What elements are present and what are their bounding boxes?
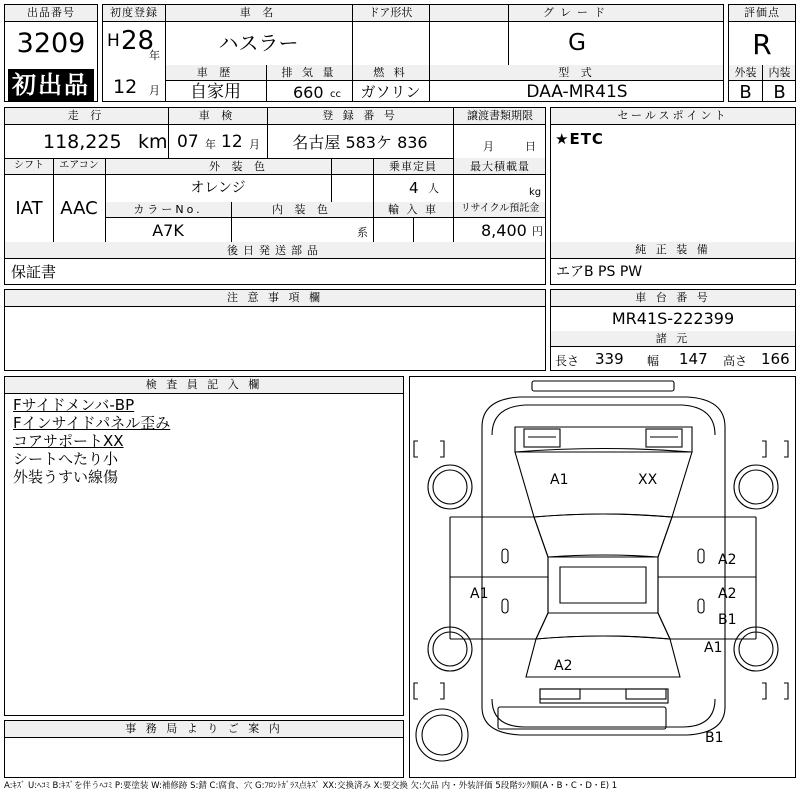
capacity-label: 乗車定員	[389, 160, 437, 173]
car-name: ハスラー	[218, 31, 299, 55]
sales-points-label: セールスポイント	[551, 108, 795, 125]
displacement: 660	[293, 83, 324, 102]
overall-score: R	[752, 28, 772, 61]
fuel-label: 燃 料	[373, 66, 408, 79]
ac-label: エアコン	[59, 160, 99, 171]
later-parts: 保証書	[11, 263, 57, 281]
int-score-label: 内装	[768, 66, 791, 79]
sales-points-box	[550, 107, 796, 285]
chassis-box	[550, 289, 796, 371]
recycle-label: リサイクル預託金	[460, 203, 540, 214]
model-label: 型 式	[558, 66, 596, 79]
chassis-label: 車 台 番 号	[551, 290, 795, 307]
inspector-note-3: コアサポートXX	[13, 432, 124, 450]
later-parts-label: 後日発送部品	[227, 244, 323, 257]
damage-mark-rear-bumper: B1	[705, 730, 724, 746]
damage-mark-right-front-door: A2	[718, 552, 737, 568]
shift: IAT	[15, 198, 43, 219]
damage-mark-left-rear-door: A1	[470, 586, 489, 602]
genuine-equipment-label: 純 正 装 備	[551, 242, 795, 259]
car-name-label: 車 名	[239, 6, 278, 19]
color-code: A7K	[152, 221, 184, 240]
lot-number-label: 出品番号	[5, 5, 97, 22]
plate-label: 登 録 番 号	[322, 109, 398, 122]
reg-month: 12	[113, 76, 138, 98]
capacity: 4	[409, 179, 419, 197]
height: 166	[761, 350, 790, 368]
air-conditioner: AAC	[60, 198, 98, 219]
height-label: 高さ	[723, 354, 748, 368]
interior-score: B	[773, 82, 786, 102]
transfer-month-unit: 月	[483, 140, 494, 153]
inspection-month: 12	[221, 132, 243, 152]
transfer-day-unit: 日	[525, 140, 536, 153]
mileage: 118,225	[43, 131, 122, 153]
width: 147	[679, 350, 708, 368]
grade-label: グレード	[543, 6, 611, 19]
score-box	[728, 4, 796, 102]
ext-color-label: 外 装 色	[209, 160, 269, 173]
insp-month-unit: 月	[249, 138, 260, 151]
chassis-number: MR41S-222399	[611, 309, 735, 328]
inspection-label: 車 検	[198, 109, 237, 122]
damage-mark-rear-deck: A2	[554, 658, 573, 674]
genuine-equipment: エアB PS PW	[556, 264, 643, 280]
displacement-label: 排 気 量	[281, 66, 337, 79]
load-unit: kg	[529, 187, 542, 198]
exterior-score: B	[739, 82, 752, 102]
ext-score-label: 外装	[734, 66, 757, 79]
car-outline-diagram	[410, 377, 796, 778]
details-box	[4, 107, 546, 285]
inspector-note-4: シートへたり小	[13, 450, 119, 468]
office-label: 事 務 局 よ り ご 案 内	[5, 721, 403, 738]
score-label: 評価点	[729, 5, 795, 22]
month-unit: 月	[149, 84, 160, 97]
damage-mark-right-rear-door: A2	[718, 586, 737, 602]
inspection-year: 07	[177, 132, 199, 152]
notes-label: 注 意 事 項 欄	[5, 290, 545, 307]
ext-color: オレンジ	[190, 180, 246, 196]
history-label: 車 歴	[196, 66, 235, 79]
fuel: ガソリン	[360, 83, 421, 101]
door-type-label: ドア形状	[368, 6, 413, 19]
length: 339	[595, 350, 624, 368]
damage-diagram	[409, 376, 796, 778]
inspector-note-5: 外装うすい線傷	[13, 468, 119, 486]
mileage-label: 走 行	[67, 109, 106, 122]
damage-mark-right-rear-panel: B1	[718, 612, 737, 628]
plate-number: 名古屋 583ケ 836	[292, 133, 428, 152]
first-listing-badge: 初出品	[8, 69, 94, 101]
inspector-label: 検 査 員 記 入 欄	[5, 377, 403, 394]
recycle-fee: 8,400	[481, 221, 527, 240]
notes-box	[4, 289, 546, 371]
int-color-unit: 系	[357, 226, 368, 239]
damage-mark-right-rear-wheel: A1	[704, 640, 723, 656]
sales-points: ★ETC	[555, 130, 604, 148]
spec-label: 諸 元	[551, 331, 795, 347]
damage-mark-front-left: A1	[550, 472, 569, 488]
first-reg-label: 初度登録	[110, 6, 158, 19]
reg-year: 28	[121, 26, 155, 56]
insp-year-unit: 年	[205, 138, 216, 151]
inspector-note-2: Fインサイドパネル歪み	[13, 414, 171, 432]
year-unit: 年	[149, 49, 160, 62]
length-label: 長さ	[555, 354, 580, 368]
model-code: DAA-MR41S	[526, 82, 628, 102]
inspector-box	[4, 376, 404, 716]
inspector-note-1: Fサイドメンバ-BP	[13, 396, 135, 414]
damage-mark-front-right: XX	[638, 472, 658, 488]
capacity-unit: 人	[428, 182, 439, 195]
color-no-label: カラーNo.	[133, 203, 203, 216]
mileage-unit: km	[138, 131, 168, 153]
grade: G	[568, 30, 586, 56]
era: H	[107, 31, 120, 51]
displacement-unit: cc	[330, 89, 341, 100]
legend-text: A:ｷｽﾞ U:ﾍｺﾐ B:ｷｽﾞを伴うﾍｺﾐ P:要塗装 W:補修跡 S:錆 C:腐食、穴 G:ﾌﾛﾝﾄｶﾞﾗｽ点ｷｽﾞ XX:交換済み X:要交換 欠:欠品 内・外装評価 5段階ﾗﾝｸ順(A・B・C・D・E) 1	[4, 781, 618, 791]
office-box	[4, 720, 404, 778]
transfer-docs-label: 譲渡書類期限	[467, 109, 533, 122]
int-color-label: 内 装 色	[272, 203, 332, 216]
max-load-label: 最大積載量	[470, 160, 530, 173]
history: 自家用	[190, 82, 241, 102]
lot-box	[4, 4, 98, 102]
vehicle-summary-box	[102, 4, 724, 102]
width-label: 幅	[647, 354, 660, 368]
recycle-unit: 円	[532, 225, 543, 238]
shift-label: シフト	[14, 160, 44, 171]
lot-number: 3209	[16, 28, 86, 59]
import-label: 輸 入 車	[388, 203, 438, 216]
